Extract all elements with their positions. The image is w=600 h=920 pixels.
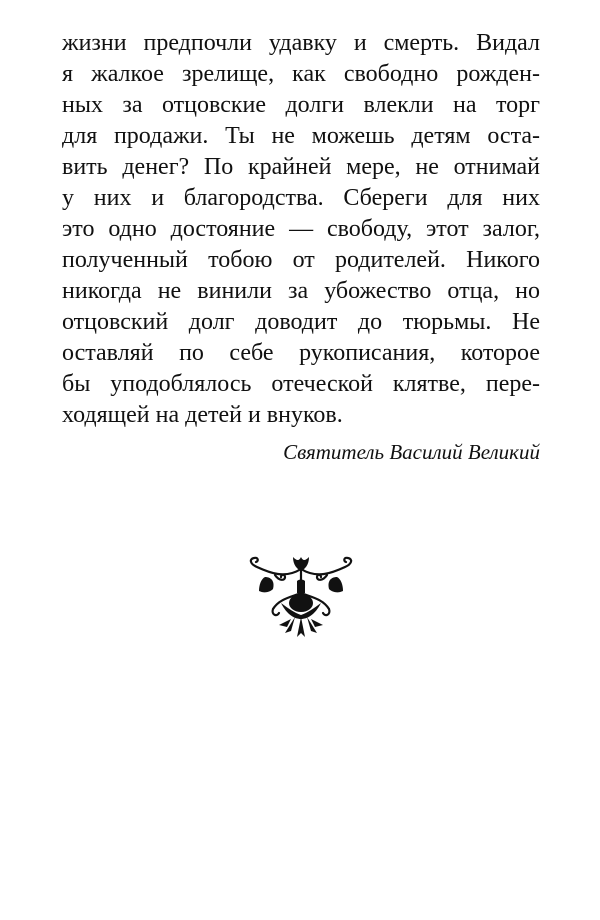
attribution: Святитель Василий Великий — [283, 440, 540, 464]
text-line: оставляй по себе рукописания, которое — [62, 340, 540, 366]
text-line: ных за отцовские долги влекли на торг — [62, 92, 540, 118]
quote-body — [62, 28, 540, 431]
text-line: это одно достояние — свободу, этот залог, — [62, 216, 540, 242]
text-line: полученный тобою от родителей. Никого — [62, 247, 540, 273]
text-line: вить денег? По крайней мере, не отнимай — [62, 154, 540, 180]
text-line: ходящей на детей и внуков. — [62, 402, 343, 428]
text-line: никогда не винили за убожество отца, но — [62, 278, 540, 304]
floral-ornament-icon — [245, 553, 357, 639]
text-line: отцовский долг доводит до тюрьмы. Не — [62, 309, 540, 335]
text-line: я жалкое зрелище, как свободно рожден- — [62, 61, 540, 87]
text-line: бы уподоблялось отеческой клятве, пере- — [62, 371, 540, 397]
text-line: жизни предпочли удавку и смерть. Видал — [62, 30, 540, 56]
text-line: у них и благородства. Сбереги для них — [62, 185, 540, 211]
text-line: для продажи. Ты не можешь детям оста- — [62, 123, 540, 149]
